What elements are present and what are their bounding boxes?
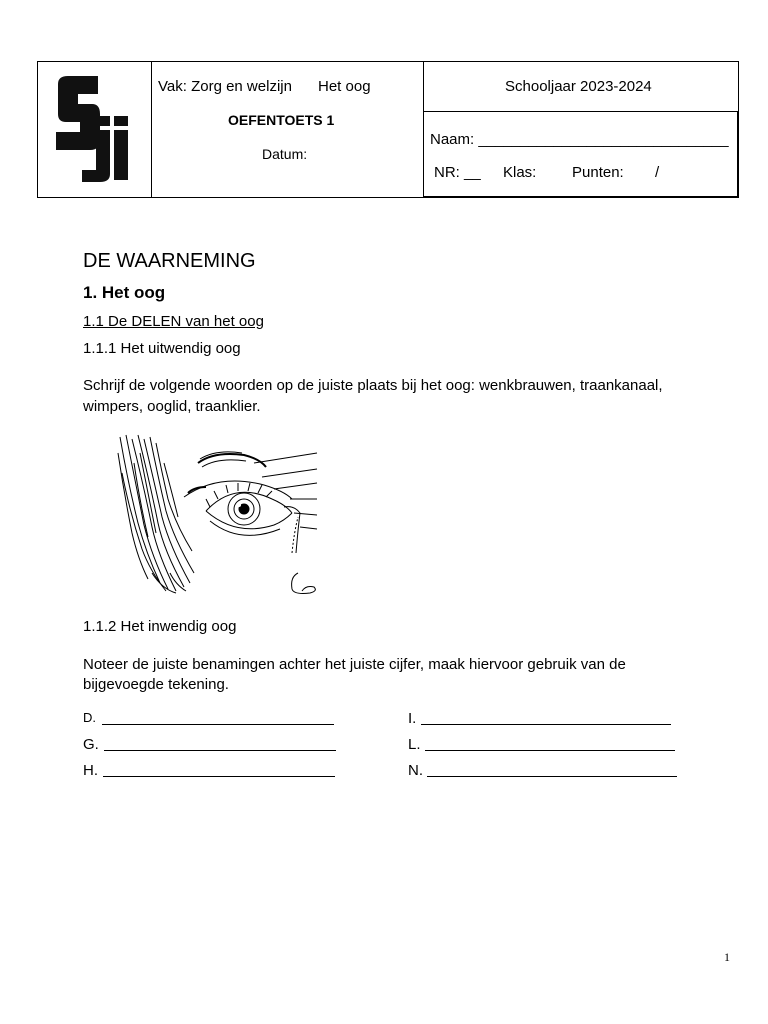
subject-label: Vak: Zorg en welzijn — [158, 78, 292, 95]
page-number: 1 — [724, 950, 730, 964]
points-slash: / — [655, 164, 660, 181]
header-divider — [423, 62, 424, 197]
eye-illustration — [114, 433, 320, 597]
section-title: DE WAARNEMING — [83, 250, 256, 272]
school-year: Schooljaar 2023-2024 — [505, 78, 652, 95]
subsection-title: 1.1 De DELEN van het oog — [83, 313, 264, 330]
header-divider — [737, 111, 739, 198]
header-divider — [424, 196, 739, 198]
part2-title: 1.1.2 Het inwendig oog — [83, 618, 237, 635]
part2-instruction: Noteer de juiste benamingen achter het juiste cijfer, maak hiervoor gebruik van de — [83, 656, 626, 673]
answer-field-h[interactable] — [103, 776, 335, 777]
part1-title: 1.1.1 Het uitwendig oog — [83, 340, 241, 357]
header-divider — [151, 62, 152, 197]
points-field[interactable]: Punten: — [572, 164, 624, 181]
nr-field[interactable]: NR: __ — [434, 164, 481, 181]
answer-field-l[interactable] — [425, 750, 675, 751]
part1-instruction: wimpers, ooglid, traanklier. — [83, 398, 261, 415]
answer-field-g[interactable] — [104, 750, 336, 751]
name-field[interactable]: Naam: ______________________________ — [430, 131, 729, 148]
answer-field-i[interactable] — [421, 724, 671, 725]
date-label: Datum: — [262, 146, 308, 162]
topic-label: Het oog — [318, 78, 371, 95]
test-title: OEFENTOETS 1 — [228, 112, 335, 128]
part2-instruction: bijgevoegde tekening. — [83, 676, 229, 693]
header-divider — [424, 111, 738, 112]
answer-field-n[interactable] — [427, 776, 677, 777]
class-field[interactable]: Klas: — [503, 164, 537, 181]
answer-label-l: L. — [408, 736, 421, 753]
school-logo — [52, 74, 136, 184]
answer-label-d: D. — [83, 710, 96, 725]
part1-instruction: Schrijf de volgende woorden op de juiste plaats bij het oog: wenkbrauwen, traankanaal, — [83, 377, 663, 394]
chapter-title: 1. Het oog — [83, 283, 166, 302]
answer-label-i: I. — [408, 710, 417, 727]
answer-label-g: G. — [83, 736, 99, 753]
answer-label-h: H. — [83, 762, 98, 779]
answer-field-d[interactable] — [102, 724, 334, 725]
answer-label-n: N. — [408, 762, 423, 779]
